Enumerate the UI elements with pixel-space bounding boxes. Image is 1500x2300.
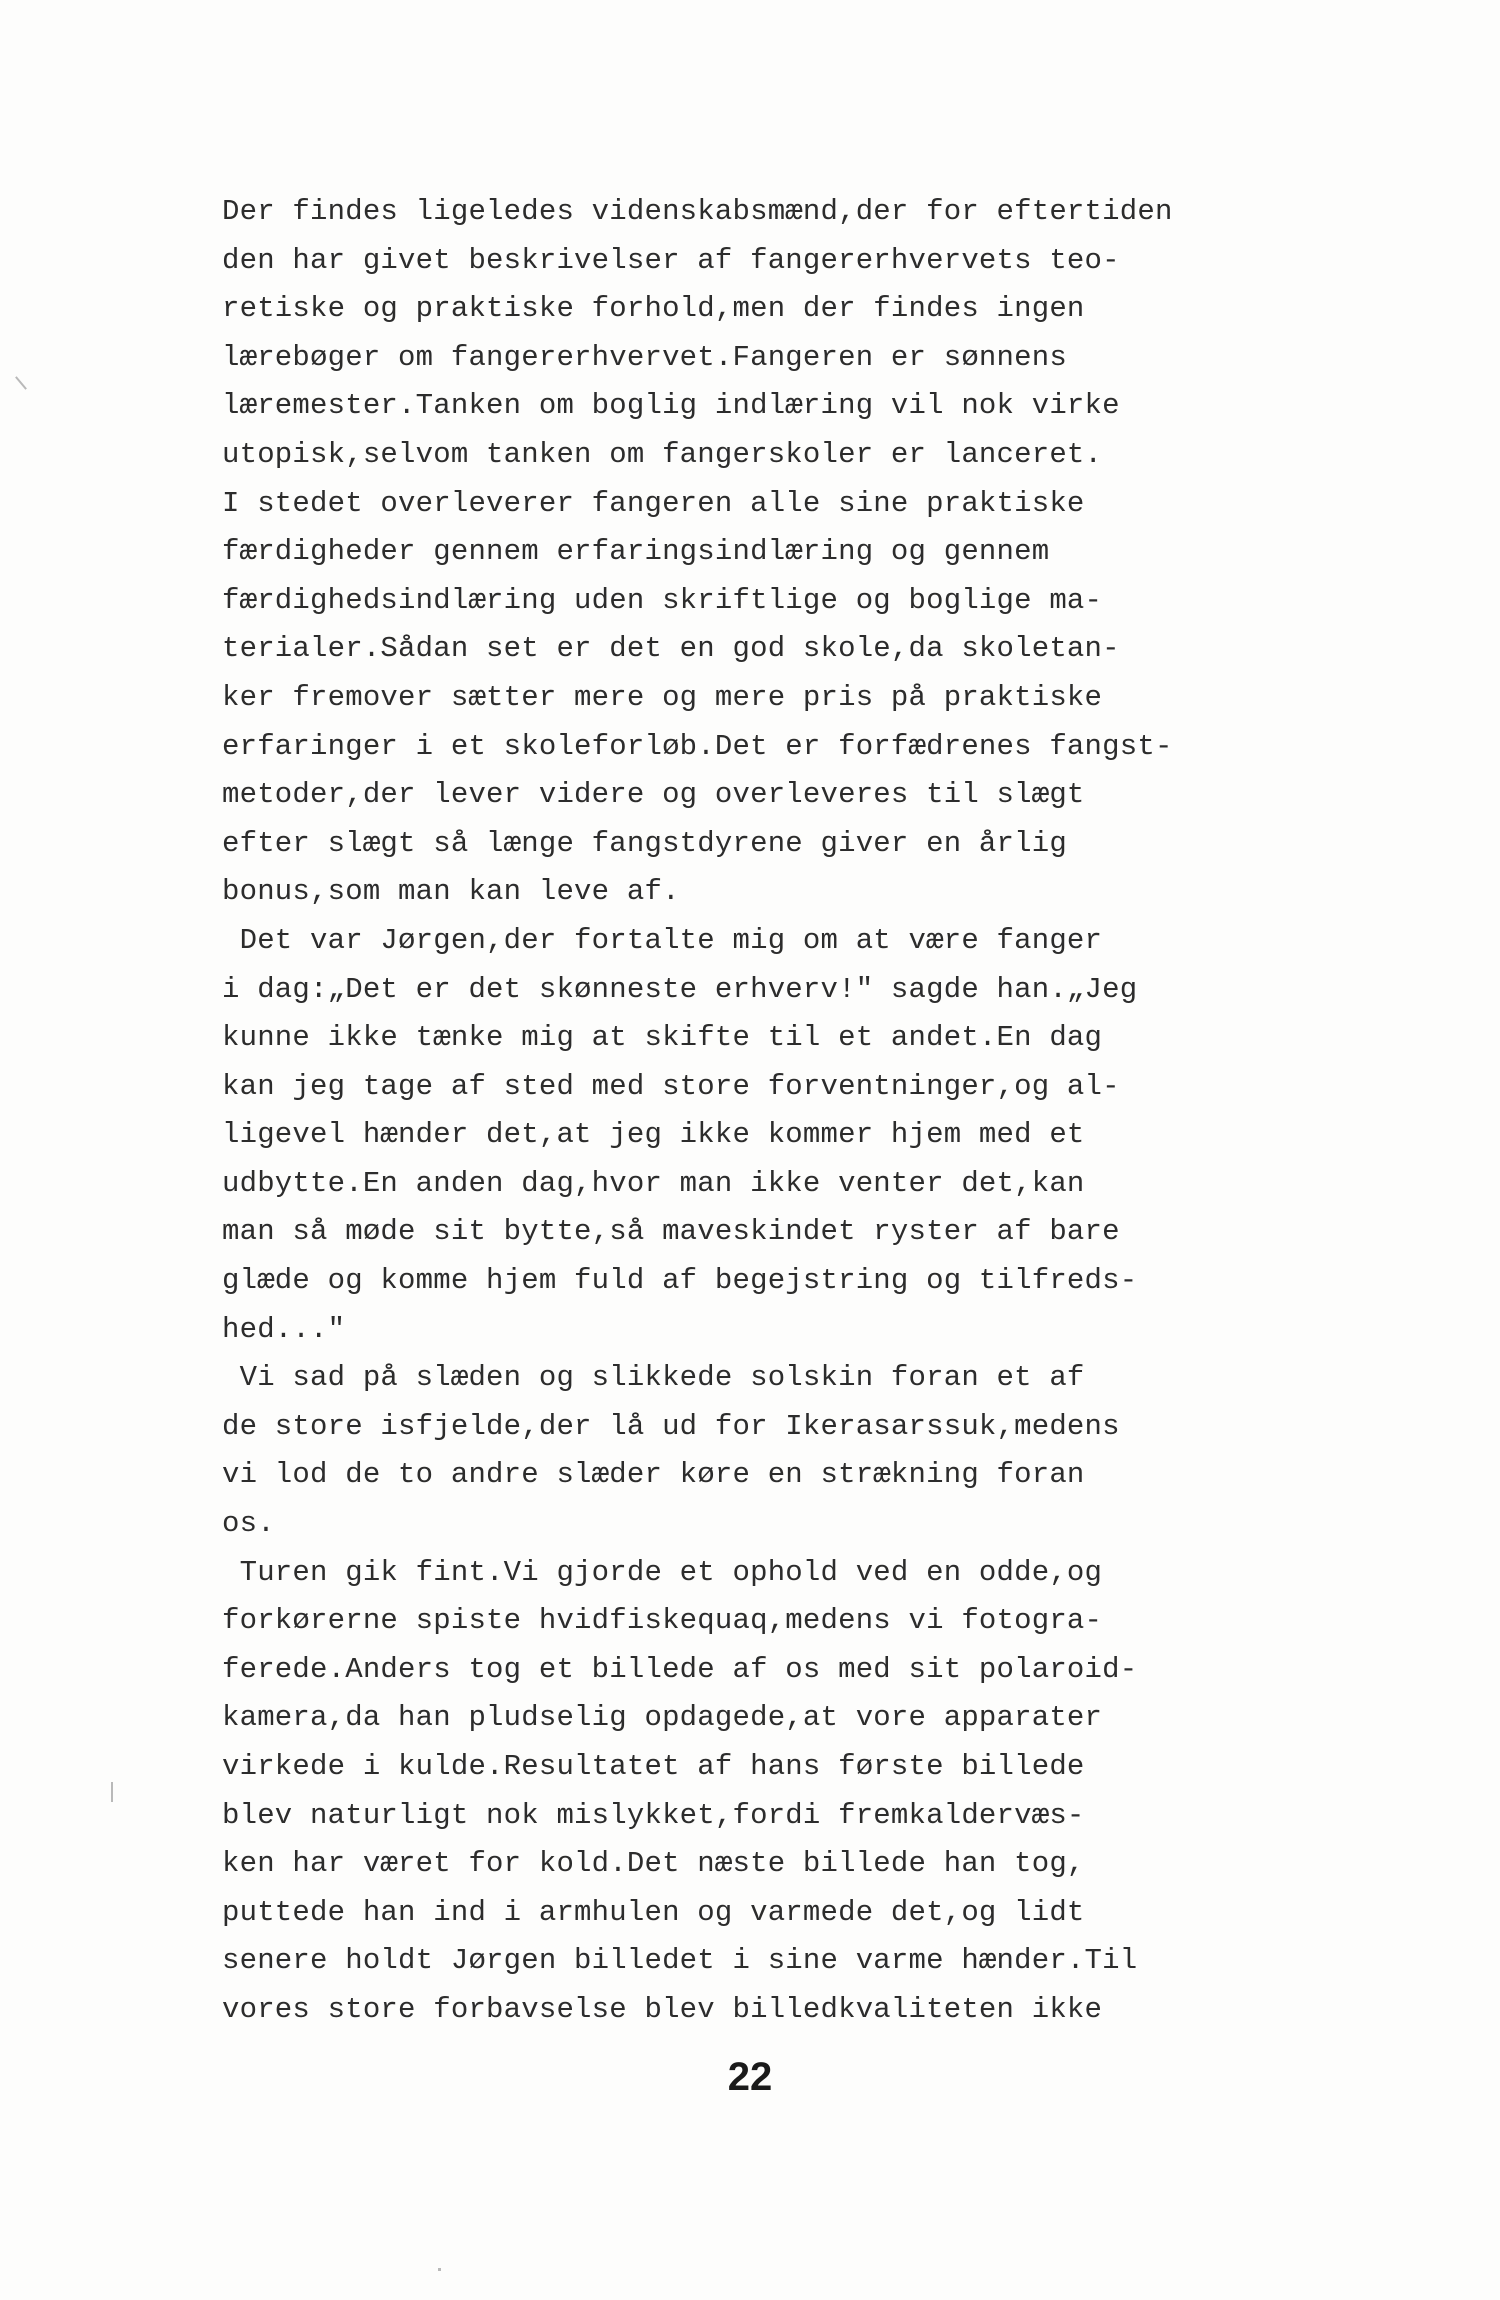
- text-line: færdigheder gennem erfaringsindlæring og gennem: [222, 535, 1050, 569]
- text-line: lærebøger om fangererhvervet.Fangeren er sønnens: [222, 340, 1067, 374]
- text-line: kan jeg tage af sted med store forventninger,og al-: [222, 1069, 1120, 1103]
- text-line: færdighedsindlæring uden skriftlige og boglige ma-: [222, 583, 1103, 617]
- text-line: ferede.Anders tog et billede af os med sit polaroid-: [222, 1652, 1138, 1686]
- text-line: utopisk,selvom tanken om fangerskoler er lanceret.: [222, 437, 1103, 471]
- text-line: den har givet beskrivelser af fangererhvervets teo-: [222, 243, 1120, 277]
- text-line: ken har været for kold.Det næste billede han tog,: [222, 1847, 1085, 1881]
- text-line: blev naturligt nok mislykket,fordi fremkaldervæs-: [222, 1798, 1085, 1832]
- text-line: terialer.Sådan set er det en god skole,da skoletan-: [222, 632, 1120, 666]
- text-line: os.: [222, 1507, 275, 1541]
- text-line: udbytte.En anden dag,hvor man ikke venter det,kan: [222, 1166, 1085, 1200]
- text-line: Det var Jørgen,der fortalte mig om at være fanger: [222, 923, 1103, 957]
- text-line: forkørerne spiste hvidfiskequaq,medens vi fotogra-: [222, 1604, 1103, 1638]
- text-line: læremester.Tanken om boglig indlæring vil nok virke: [222, 389, 1120, 423]
- scan-mark: [111, 1782, 113, 1802]
- text-line: vores store forbavselse blev billedkvaliteten ikke: [222, 1992, 1103, 2026]
- text-line: Der findes ligeledes videnskabsmænd,der for eftertiden: [222, 195, 1173, 228]
- text-line: Turen gik fint.Vi gjorde et ophold ved en odde,og: [222, 1555, 1103, 1589]
- scan-mark: [15, 376, 27, 390]
- text-line: senere holdt Jørgen billedet i sine varme hænder.Til: [222, 1944, 1138, 1978]
- text-line: de store isfjelde,der lå ud for Ikerasarssuk,medens: [222, 1409, 1120, 1443]
- text-line: retiske og praktiske forhold,men der findes ingen: [222, 292, 1085, 326]
- text-line: ker fremover sætter mere og mere pris på praktiske: [222, 680, 1103, 714]
- text-line: man så møde sit bytte,så maveskindet ryster af bare: [222, 1215, 1120, 1249]
- text-line: kunne ikke tænke mig at skifte til et andet.En dag: [222, 1021, 1103, 1055]
- text-line: glæde og komme hjem fuld af begejstring og tilfreds-: [222, 1264, 1138, 1298]
- text-line: puttede han ind i armhulen og varmede det,og lidt: [222, 1895, 1085, 1929]
- text-line: ligevel hænder det,at jeg ikke kommer hjem med et: [222, 1118, 1085, 1152]
- text-line: efter slægt så længe fangstdyrene giver en årlig: [222, 826, 1067, 860]
- text-line: Vi sad på slæden og slikkede solskin foran et af: [222, 1361, 1085, 1395]
- text-line: virkede i kulde.Resultatet af hans første billede: [222, 1750, 1085, 1783]
- text-line: I stedet overleverer fangeren alle sine praktiske: [222, 486, 1085, 520]
- text-line: kamera,da han pludselig opdagede,at vore apparater: [222, 1701, 1103, 1735]
- text-line: vi lod de to andre slæder køre en strækning foran: [222, 1458, 1085, 1492]
- body-text: [222, 188, 1342, 2035]
- text-line: i dag:„Det er det skønneste erhverv!" sagde han.„Jeg: [222, 972, 1138, 1006]
- text-line: hed...": [222, 1312, 346, 1346]
- text-line: metoder,der lever videre og overleveres til slægt: [222, 778, 1085, 812]
- text-line: erfaringer i et skoleforløb.Det er forfædrenes fangst-: [222, 729, 1173, 763]
- text-line: bonus,som man kan leve af.: [222, 875, 680, 909]
- page-number: 22: [727, 2054, 773, 2099]
- scan-mark: [438, 2268, 441, 2271]
